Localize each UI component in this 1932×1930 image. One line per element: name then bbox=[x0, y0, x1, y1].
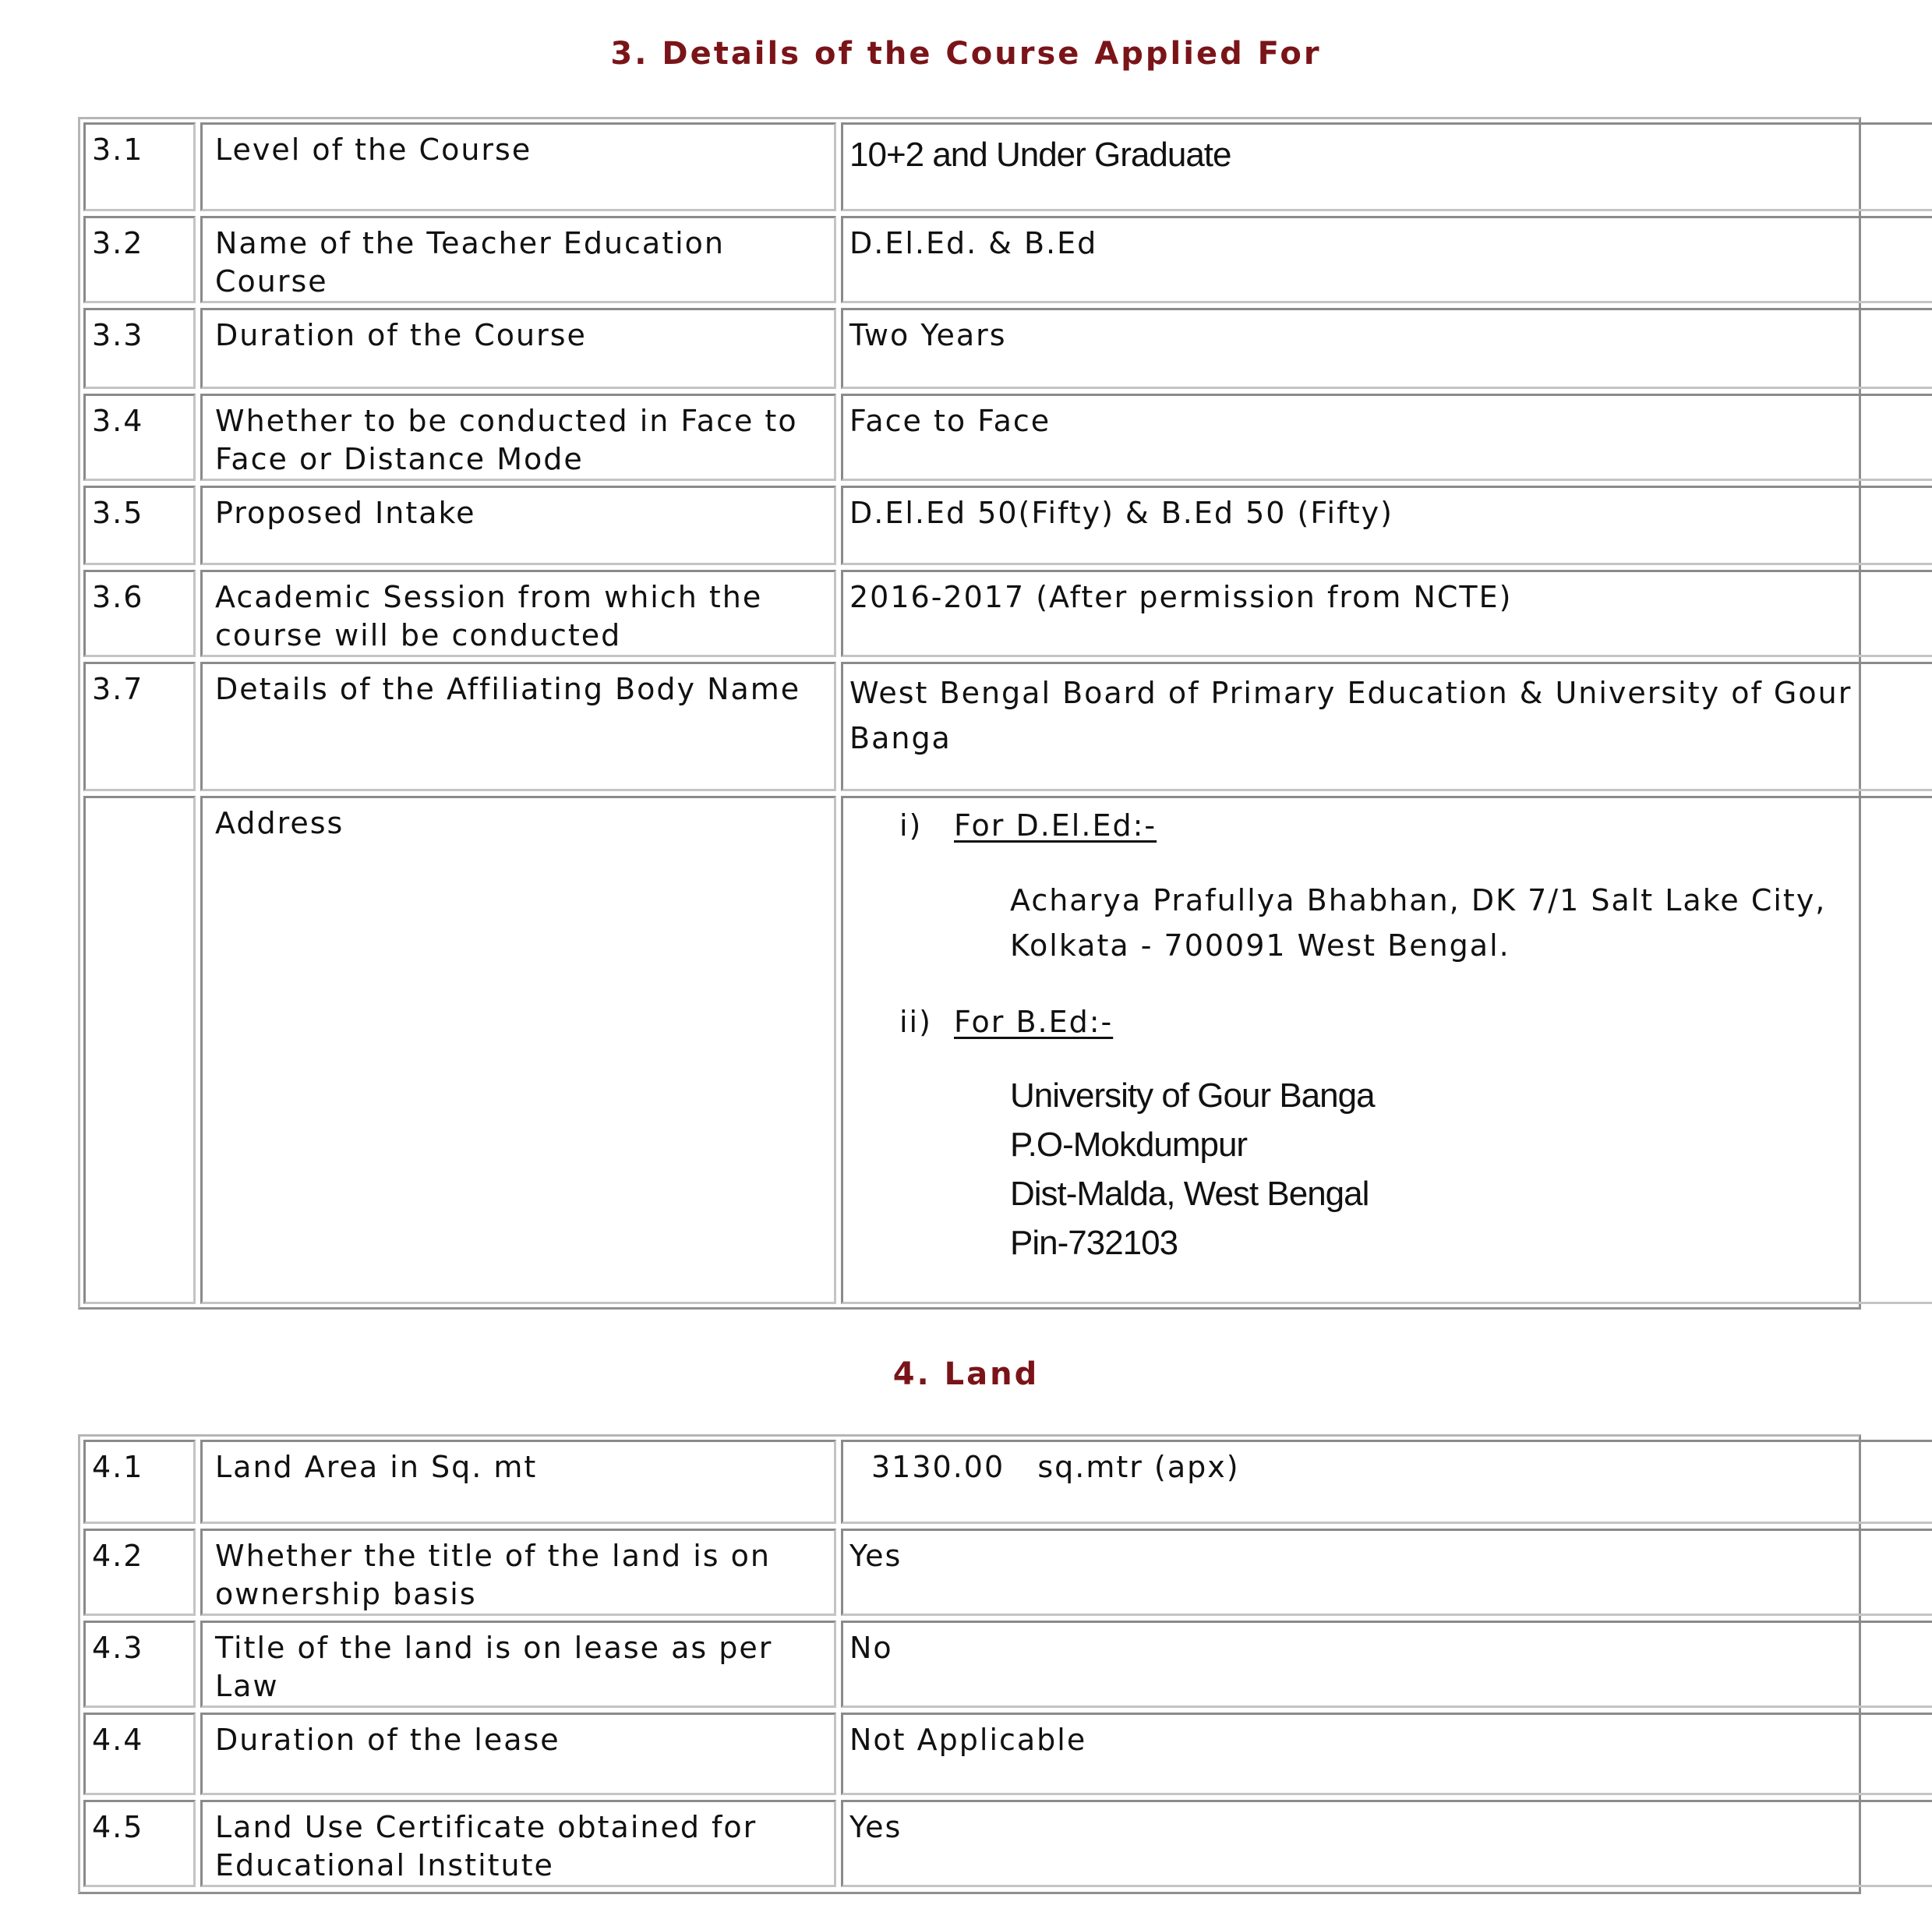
address-item-1-line: Kolkata - 700091 West Bengal. bbox=[1010, 928, 1510, 963]
address-item-1-marker: i) bbox=[899, 808, 923, 843]
row-value: 2016-2017 (After permission from NCTE) bbox=[841, 570, 1932, 657]
table-row bbox=[80, 1529, 1859, 1616]
row-label: Level of the Course bbox=[200, 122, 836, 211]
section-3-heading: 3. Details of the Course Applied For bbox=[610, 36, 1322, 72]
row-number: 4.1 bbox=[83, 1440, 196, 1524]
row-number: 4.4 bbox=[83, 1713, 196, 1795]
row-label: Land Area in Sq. mt bbox=[200, 1440, 836, 1524]
row-number: 3.5 bbox=[83, 486, 196, 565]
row-label: Proposed Intake bbox=[200, 486, 836, 565]
table-row bbox=[80, 662, 1859, 791]
address-item-2-marker: ii) bbox=[899, 1005, 932, 1039]
address-row bbox=[80, 796, 1859, 1304]
table-row bbox=[80, 1440, 1859, 1524]
row-label: Whether the title of the land is on ownership basis bbox=[200, 1529, 836, 1616]
row-number: 4.5 bbox=[83, 1800, 196, 1887]
row-label: Land Use Certificate obtained for Educational Institute bbox=[200, 1800, 836, 1887]
row-number: 3.6 bbox=[83, 570, 196, 657]
row-value: D.El.Ed. & B.Ed bbox=[841, 216, 1932, 303]
address-item-2-title: For B.Ed:- bbox=[954, 1005, 1114, 1039]
table-row bbox=[80, 308, 1859, 389]
row-label: Duration of the lease bbox=[200, 1713, 836, 1795]
table-row bbox=[80, 122, 1859, 211]
land-details-table bbox=[78, 1434, 1861, 1894]
row-value: Yes bbox=[841, 1529, 1932, 1616]
row-number: 3.4 bbox=[83, 394, 196, 481]
address-label: Address bbox=[200, 796, 836, 1304]
table-row bbox=[80, 394, 1859, 481]
row-value: Not Applicable bbox=[841, 1713, 1932, 1795]
row-value: 3130.00 sq.mtr (apx) bbox=[841, 1440, 1932, 1524]
row-value: 10+2 and Under Graduate bbox=[841, 122, 1932, 211]
row-number: 3.7 bbox=[83, 662, 196, 791]
address-item-1-line: Acharya Prafullya Bhabhan, DK 7/1 Salt Lake City, bbox=[1010, 883, 1827, 917]
address-item-2-line: Pin-732103 bbox=[1010, 1224, 1178, 1262]
table-row bbox=[80, 486, 1859, 565]
table-row bbox=[80, 216, 1859, 303]
row-label: Name of the Teacher Education Course bbox=[200, 216, 836, 303]
address-item-1-title: For D.El.Ed:- bbox=[954, 808, 1157, 843]
row-value: West Bengal Board of Primary Education & University of Gour Banga bbox=[841, 662, 1932, 791]
address-value bbox=[841, 796, 1932, 1304]
row-number: 3.2 bbox=[83, 216, 196, 303]
row-label: Details of the Affiliating Body Name bbox=[200, 662, 836, 791]
row-label: Academic Session from which the course will be conducted bbox=[200, 570, 836, 657]
row-number: 4.2 bbox=[83, 1529, 196, 1616]
address-item-2-line: University of Gour Banga bbox=[1010, 1076, 1375, 1115]
table-row bbox=[80, 570, 1859, 657]
row-label: Whether to be conducted in Face to Face or Distance Mode bbox=[200, 394, 836, 481]
row-value: Face to Face bbox=[841, 394, 1932, 481]
row-label: Title of the land is on lease as per Law bbox=[200, 1621, 836, 1708]
row-number: 3.3 bbox=[83, 308, 196, 389]
row-value: No bbox=[841, 1621, 1932, 1708]
section-4-heading: 4. Land bbox=[892, 1356, 1040, 1392]
row-number: 4.3 bbox=[83, 1621, 196, 1708]
course-details-table bbox=[78, 117, 1861, 1310]
table-row bbox=[80, 1621, 1859, 1708]
address-item-2-line: Dist-Malda, West Bengal bbox=[1010, 1175, 1369, 1213]
row-value: Yes bbox=[841, 1800, 1932, 1887]
row-label: Duration of the Course bbox=[200, 308, 836, 389]
row-value: Two Years bbox=[841, 308, 1932, 389]
table-row bbox=[80, 1800, 1859, 1887]
table-row bbox=[80, 1713, 1859, 1795]
row-number: 3.1 bbox=[83, 122, 196, 211]
address-item-2-line: P.O-Mokdumpur bbox=[1010, 1126, 1248, 1164]
row-value: D.El.Ed 50(Fifty) & B.Ed 50 (Fifty) bbox=[841, 486, 1932, 565]
row-number-empty bbox=[83, 796, 196, 1304]
